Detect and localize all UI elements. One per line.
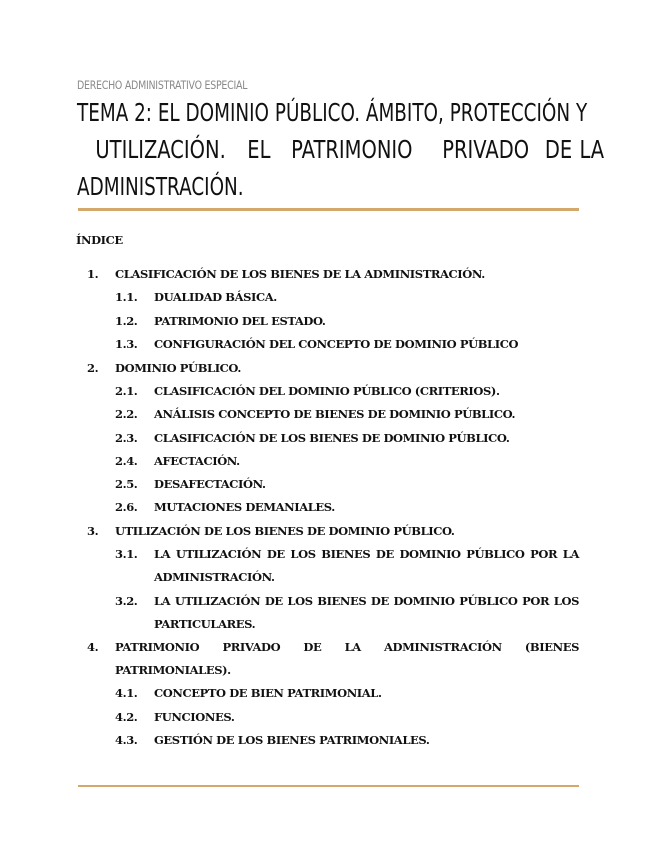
toc-number: 2.1. <box>115 384 138 398</box>
toc-number: 3.2. <box>115 594 138 608</box>
toc-text: PATRIMONIO DEL ESTADO. <box>154 314 326 328</box>
title-word: UTILIZACIÓN. <box>95 135 226 164</box>
toc-text: CLASIFICACIÓN DE LOS BIENES DE DOMINIO PÚBLICO. <box>154 431 510 445</box>
toc-entry-level2[interactable] <box>0 547 655 587</box>
toc-word: LA <box>154 547 171 561</box>
toc-text-line-1 <box>115 640 579 654</box>
title-word: LA <box>579 135 605 164</box>
toc-number: 4.1. <box>115 686 138 700</box>
toc-number: 3.1. <box>115 547 138 561</box>
toc-number: 2.3. <box>115 431 138 445</box>
toc-number: 4.2. <box>115 710 138 724</box>
toc-word: LA <box>154 594 171 608</box>
toc-word: PRIVADO <box>222 640 281 654</box>
toc-number: 1.1. <box>115 290 138 304</box>
page-title <box>77 94 605 205</box>
footer-divider <box>78 785 579 787</box>
index-heading: ÍNDICE <box>76 233 123 247</box>
toc-word: DE <box>266 547 285 561</box>
toc-word: POR <box>530 547 558 561</box>
toc-word: POR <box>522 594 550 608</box>
title-line-3: ADMINISTRACIÓN. <box>77 172 244 201</box>
toc-word: DE <box>303 640 322 654</box>
toc-word: DE <box>370 594 389 608</box>
toc-word: PÚBLICO <box>459 594 518 608</box>
toc-word: DOMINIO <box>399 547 461 561</box>
toc-number: 2.6. <box>115 500 138 514</box>
toc-text-line-1 <box>154 547 579 561</box>
toc-word: (BIENES <box>524 640 579 654</box>
toc-number: 2.5. <box>115 477 138 491</box>
title-word: EL <box>247 135 271 164</box>
toc-number: 2.2. <box>115 407 138 421</box>
toc-word: LOS <box>553 594 579 608</box>
toc-text: MUTACIONES DEMANIALES. <box>154 500 335 514</box>
toc-word: LOS <box>290 547 316 561</box>
toc-number: 3. <box>87 524 99 538</box>
toc-number: 1.2. <box>115 314 138 328</box>
toc-text: FUNCIONES. <box>154 710 235 724</box>
toc-text: GESTIÓN DE LOS BIENES PATRIMONIALES. <box>154 733 430 747</box>
toc-text-line-2: PATRIMONIALES). <box>115 663 231 677</box>
toc-text: CLASIFICACIÓN DE LOS BIENES DE LA ADMINISTRACIÓN. <box>115 267 485 281</box>
toc-word: PÚBLICO <box>466 547 525 561</box>
toc-word: PATRIMONIO <box>115 640 200 654</box>
toc-word: BIENES <box>317 594 367 608</box>
title-word: PATRIMONIO <box>291 135 413 164</box>
toc-text-line-1 <box>154 594 579 608</box>
toc-number: 4. <box>87 640 99 654</box>
toc-word: DE <box>375 547 394 561</box>
toc-text: DOMINIO PÚBLICO. <box>115 361 241 375</box>
toc-word: DOMINIO <box>393 594 455 608</box>
toc-number: 4.3. <box>115 733 138 747</box>
document-subtitle: DERECHO ADMINISTRATIVO ESPECIAL <box>77 78 248 92</box>
title-line-1: TEMA 2: EL DOMINIO PÚBLICO. ÁMBITO, PROTECCIÓN Y <box>77 98 588 127</box>
toc-number: 1.3. <box>115 337 138 351</box>
toc-text: CONFIGURACIÓN DEL CONCEPTO DE DOMINIO PÚBLICO <box>154 337 519 351</box>
toc-number: 1. <box>87 267 99 281</box>
toc-text: CLASIFICACIÓN DEL DOMINIO PÚBLICO (CRITERIOS). <box>154 384 500 398</box>
toc-number: 2.4. <box>115 454 138 468</box>
toc-text-line-2: ADMINISTRACIÓN. <box>154 570 275 584</box>
title-word: PRIVADO <box>441 135 529 164</box>
toc-word: DE <box>264 594 283 608</box>
toc-text: CONCEPTO DE BIEN PATRIMONIAL. <box>154 686 382 700</box>
toc-number: 2. <box>87 361 99 375</box>
toc-word: LOS <box>287 594 313 608</box>
toc-text-line-2: PARTICULARES. <box>154 617 256 631</box>
toc-text: UTILIZACIÓN DE LOS BIENES DE DOMINIO PÚBLICO. <box>115 524 455 538</box>
toc-text: AFECTACIÓN. <box>154 454 240 468</box>
toc-entry-level2[interactable] <box>0 594 655 634</box>
toc-word: ADMINISTRACIÓN <box>383 640 502 654</box>
toc-entry-level1[interactable] <box>0 640 655 680</box>
toc-text: DESAFECTACIÓN. <box>154 477 266 491</box>
toc-word: UTILIZACIÓN <box>175 547 262 561</box>
header-divider <box>78 208 579 211</box>
toc-word: UTILIZACIÓN <box>174 594 261 608</box>
toc-text: DUALIDAD BÁSICA. <box>154 290 277 304</box>
toc-word: LA <box>562 547 579 561</box>
toc-word: LA <box>344 640 361 654</box>
toc-word: BIENES <box>321 547 371 561</box>
title-word: DE <box>544 135 573 164</box>
title-line-2 <box>77 131 605 168</box>
toc-text: ANÁLISIS CONCEPTO DE BIENES DE DOMINIO PÚBLICO. <box>154 407 516 421</box>
